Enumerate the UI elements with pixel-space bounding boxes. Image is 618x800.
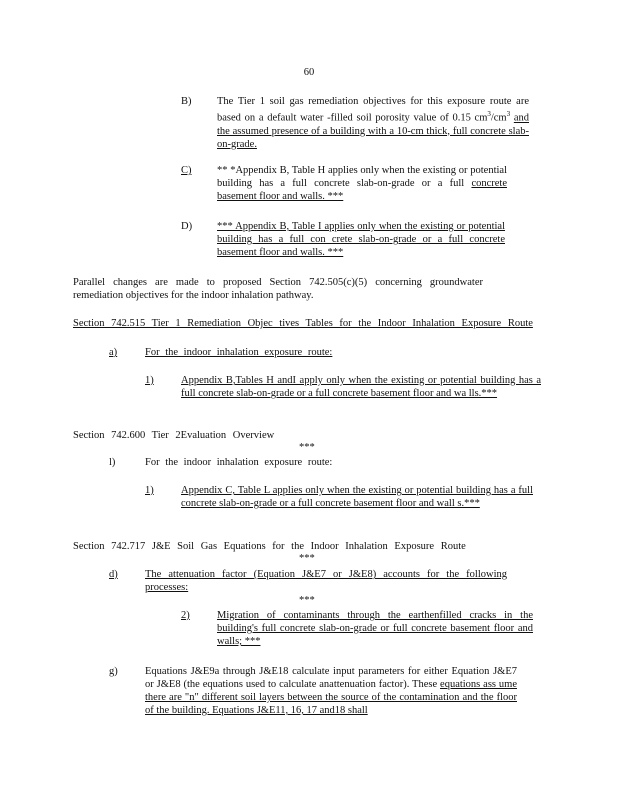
section-742-515-a-text: For the indoor inhalation exposure route:	[145, 347, 333, 358]
section-742-717-stars-1: ***	[299, 553, 315, 564]
section-742-717-g-text: Equations J&E9a through J&E18 calculate input parameters for either Equation J&E7 or J&E8 (the equations used to calculate anattenuation factor). These equations ass ume there are "n" different soil layers between the source of the contamination and the floor of the building. Equations J&E11, 16, 17 and18 shall	[145, 666, 517, 716]
section-742-600-stars: ***	[299, 442, 315, 453]
section-742-717-g-label: g)	[109, 666, 118, 677]
section-742-600-heading: Section 742.600 Tier 2Evaluation Overview	[73, 430, 275, 441]
section-742-600-l-label: l)	[109, 457, 116, 468]
section-742-717-stars-2: ***	[299, 595, 315, 606]
item-c-label: C)	[181, 165, 192, 176]
section-742-600-l1-label: 1)	[145, 485, 154, 496]
section-742-717-d2-text: Migration of contaminants through the earthenfilled cracks in the building's full concrete slab-on-grade or full concrete basement floor and walls; ***	[217, 610, 533, 647]
section-742-600-l1-text: Appendix C, Table L applies only when the existing or potential building has a full concrete slab-on-grade or a full concrete basement floor and wall s.***	[181, 485, 533, 509]
section-742-600-l-text: For the indoor inhalation exposure route:	[145, 457, 333, 468]
item-d-text: *** Appendix B, Table I applies only when the existing or potential building has a full con crete slab-on-grade or a full concrete basement floor and walls. ***	[217, 221, 505, 258]
section-742-717-d-label: d)	[109, 569, 118, 580]
section-742-515-a-label: a)	[109, 347, 118, 358]
section-742-515-a1-label: 1)	[145, 375, 154, 386]
section-742-515-a1-text: Appendix B,Tables H andI apply only when the existing or potential building has a full concrete slab-on-grade or a full concrete basement floor and wa lls.***	[181, 375, 541, 399]
section-742-515-heading: Section 742.515 Tier 1 Remediation Objec tives Tables for the Indoor Inhalation Exposure Route	[73, 318, 533, 329]
section-742-717-d-text: The attenuation factor (Equation J&E7 or J&E8) accounts for the following processes:	[145, 569, 507, 593]
parallel-changes-note: Parallel changes are made to proposed Section 742.505(c)(5) concerning groundwater remediation objectives for the indoor inhalation pathway.	[73, 277, 483, 301]
item-c-text: ** *Appendix B, Table H applies only when the existing or potential building has a full concrete slab-on-grade or a full concrete basement floor and walls. ***	[217, 165, 507, 202]
item-b-text: The Tier 1 soil gas remediation objectives for this exposure route are based on a default water -filled soil porosity value of 0.15 $cm^3/cm^3$ and the assumed presence of a building with a 10-cm thick, full concrete slab-on-grade.	[217, 96, 529, 150]
section-742-717-d2-label: 2)	[181, 610, 190, 621]
item-d-label: D)	[181, 221, 193, 232]
page-number: 60	[303, 67, 315, 78]
section-742-717-heading: Section 742.717 J&E Soil Gas Equations for the Indoor Inhalation Exposure Route	[73, 541, 466, 552]
item-b-label: B)	[181, 96, 192, 107]
